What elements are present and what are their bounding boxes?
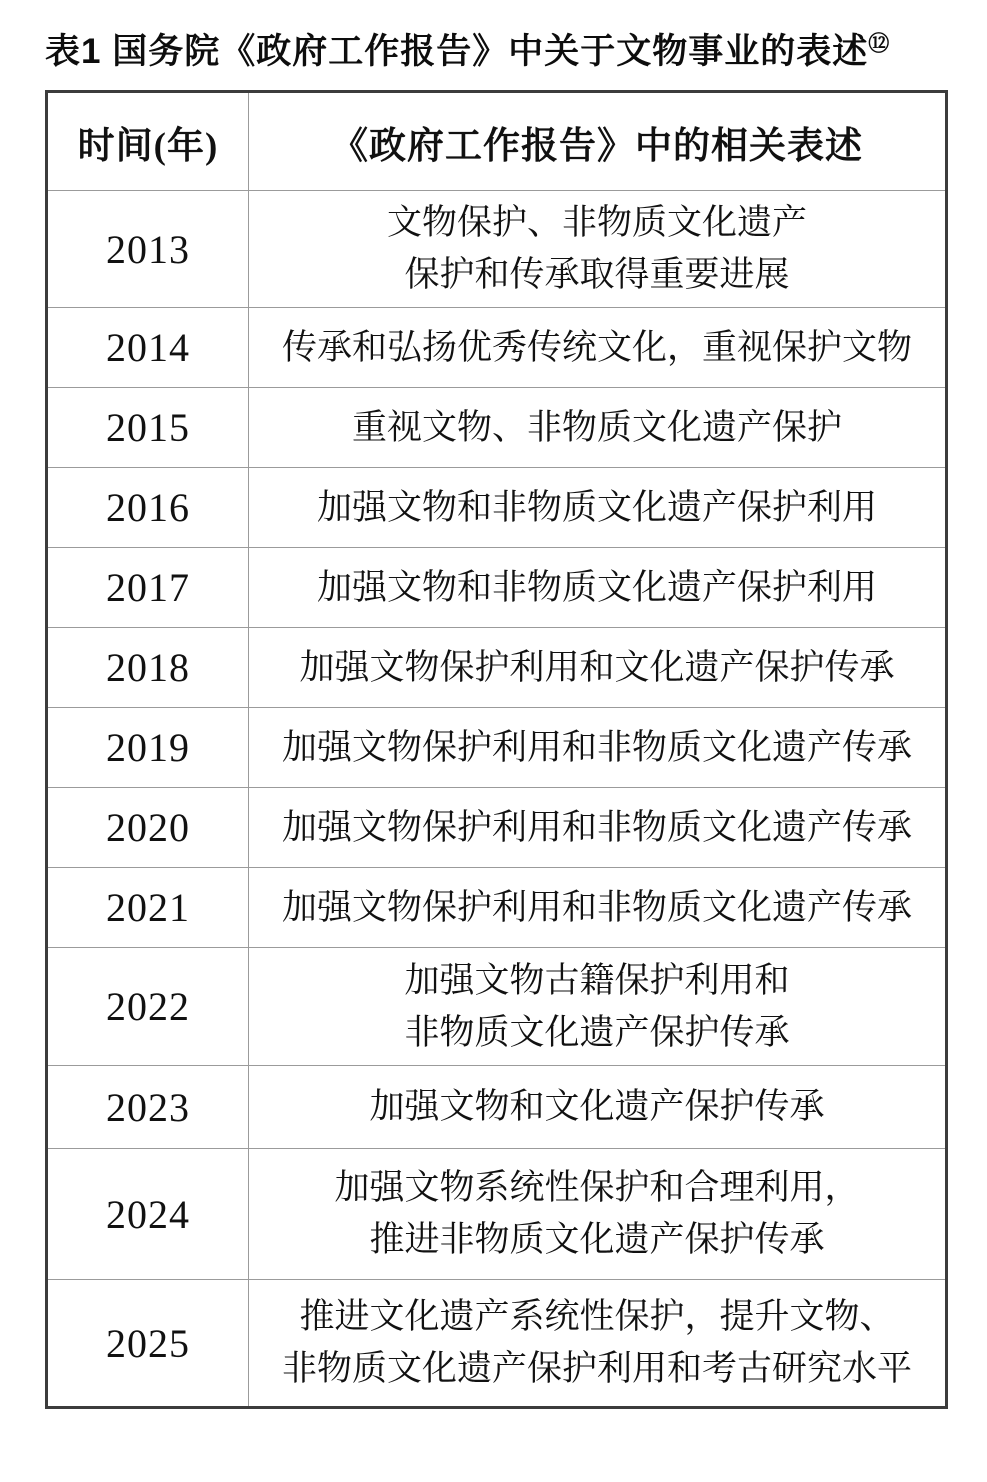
statement-line: 加强文物保护利用和非物质文化遗产传承 [281,807,912,847]
year-cell: 2025 [47,1280,249,1408]
statement-line: 重视文物、非物质文化遗产保护 [351,407,842,447]
year-cell: 2018 [47,628,249,708]
report-table [45,90,948,1409]
table-row [47,788,947,868]
statement-line: 加强文物保护利用和非物质文化遗产传承 [281,887,912,927]
table-row [47,628,947,708]
header-statement: 《政府工作报告》中的相关表述 [249,92,947,191]
statement-cell [249,948,947,1066]
statement-cell [249,1149,947,1280]
statement-line: 保护和传承取得重要进展 [404,255,790,294]
table-row [47,388,947,468]
year-cell: 2015 [47,388,249,468]
year-cell: 2021 [47,868,249,948]
header-row [47,92,947,191]
statement-cell [249,388,947,468]
statement-line: 文物保护、非物质文化遗产 [386,203,807,242]
year-cell: 2017 [47,548,249,628]
statement-cell [249,788,947,868]
year-cell: 2022 [47,948,249,1066]
year-cell: 2019 [47,708,249,788]
page-title [45,24,987,74]
year-cell: 2014 [47,308,249,388]
statement-line: 推进文化遗产系统性保护，提升文物、 [299,1297,895,1336]
year-cell: 2024 [47,1149,249,1280]
statement-line: 非物质文化遗产保护利用和考古研究水平 [281,1349,912,1388]
statement-cell [249,468,947,548]
statement-cell [249,191,947,308]
table-row [47,191,947,308]
table-row [47,468,947,548]
footnote-mark: ⑫ [868,32,891,56]
table-body [47,191,947,1408]
year-cell: 2013 [47,191,249,308]
statement-line: 传承和弘扬优秀传统文化，重视保护文物 [281,327,912,367]
statement-line: 加强文物古籍保护利用和 [404,960,790,1000]
statement-line: 推进非物质文化遗产保护传承 [369,1220,825,1259]
year-cell: 2023 [47,1066,249,1149]
table-row [47,708,947,788]
statement-cell [249,628,947,708]
statement-line: 加强文物保护利用和文化遗产保护传承 [299,647,895,687]
statement-cell [249,308,947,388]
year-cell: 2016 [47,468,249,548]
year-cell: 2020 [47,788,249,868]
table-row [47,1149,947,1280]
table-row [47,1066,947,1149]
statement-cell [249,868,947,948]
statement-line: 加强文物和文化遗产保护传承 [369,1087,825,1126]
statement-cell [249,548,947,628]
statement-line: 加强文物系统性保护和合理利用， [334,1168,860,1207]
statement-cell [249,1066,947,1149]
table-header [47,92,947,191]
statement-line: 非物质文化遗产保护传承 [404,1012,790,1052]
statement-line: 加强文物保护利用和非物质文化遗产传承 [281,727,912,767]
statement-line: 加强文物和非物质文化遗产保护利用 [316,567,877,607]
header-year: 时间(年) [47,92,249,191]
table-title-text: 表1 国务院《政府工作报告》中关于文物事业的表述 [45,32,869,71]
table-row [47,1280,947,1408]
table-row [47,948,947,1066]
statement-cell [249,708,947,788]
table-row [47,308,947,388]
table-row [47,548,947,628]
statement-cell [249,1280,947,1408]
statement-line: 加强文物和非物质文化遗产保护利用 [316,487,877,527]
table-row [47,868,947,948]
